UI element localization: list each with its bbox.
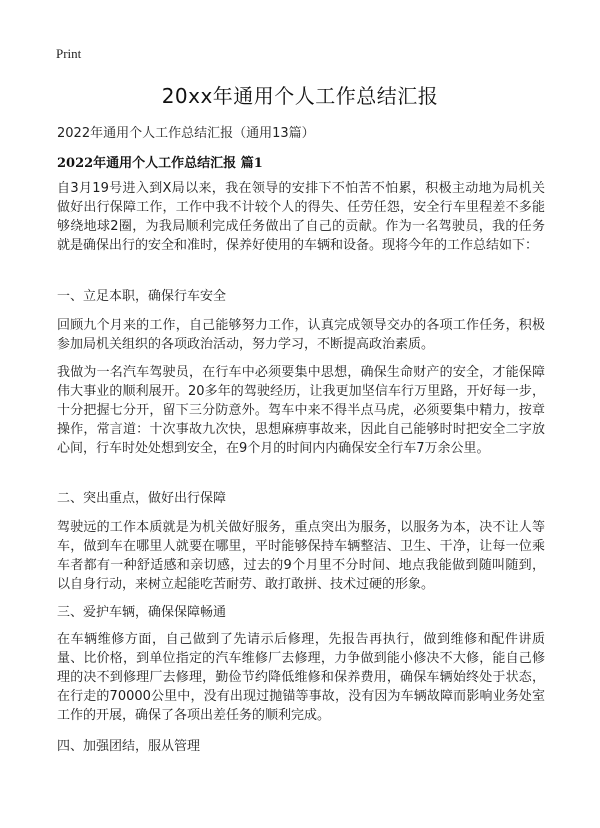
intro-paragraph: 自3月19号进入到X局以来，我在领导的安排下不怕苦不怕累，积极主动地为局机关做好出行保障工作，工作中我不计较个人的得失、任劳任怨，安全行车里程差不多能够绕地球2圈，为我局顺利完成任务做出了自己的贡献。作为一名驾驶员，我的任务就是确保出行的安全和准时，保养好使用的车辆和设备。现将今年的工作总结如下： [57,181,545,253]
paragraph-review: 回顾九个月来的工作，自己能够努力工作，认真完成领导交办的各项工作任务，积极参加局机关组织的各项政治活动，努力学习，不断提高政治素质。 [57,318,545,352]
heading-stay-on-duty: 一、立足本职，确保行车安全 [57,289,227,304]
print-label[interactable]: Print [56,46,82,61]
heading-teamwork: 四、加强团结，服从管理 [57,739,201,754]
heading-service-focus: 二、突出重点，做好出行保障 [57,491,227,506]
heading-vehicle-care: 三、爱护车辆，确保保障畅通 [57,605,227,620]
paragraph-service: 驾驶远的工作本质就是为机关做好服务，重点突出为服务，以服务为本，决不让人等车，做到车在哪里人就要在哪里，平时能够保持车辆整洁、卫生、干净，让每一位乘车者都有一种舒适感和亲切感，过去的9个月里不分时间、地点我能做到随叫随到，以自身行动，来树立起能吃苦耐劳、敢打敢拼、技术过硬的形象。 [57,520,545,592]
section-heading: 2022年通用个人工作总结汇报 篇1 [57,156,263,171]
document-title: 20xx年通用个人工作总结汇报 [161,84,439,108]
paragraph-vehicle-care: 在车辆维修方面，自己做到了先请示后修理，先报告再执行，做到维修和配件讲质量、比价格，到单位指定的汽车维修厂去修理，力争做到能小修决不大修，能自己修理的决不到修理厂去修理，勤俭节约降低维修和保养费用，确保车辆始终处于状态，在行走的70000公里中，没有出现过抛锚等事故，没有因为车辆故障而影响业务处室工作的开展，确保了各项出差任务的顺利完成。 [57,632,545,723]
paragraph-driving-safety: 我做为一名汽车驾驶员，在行车中必须要集中思想，确保生命财产的安全，才能保障伟大事业的顺利展开。20多年的驾驶经历，让我更加坚信车行万里路，开好每一步，十分把握七分开，留下三分防意外。驾车中来不得半点马虎，必须要集中精力，按章操作，常言道：十次事故九次快，思想麻痹事故来，因此自己能够时时把安全二字放心间，行车时处处想到安全，在9个月的时间内内确保安全行车7万余公里。 [57,365,545,456]
document-subtitle: 2022年通用个人工作总结汇报（通用13篇） [57,126,315,141]
